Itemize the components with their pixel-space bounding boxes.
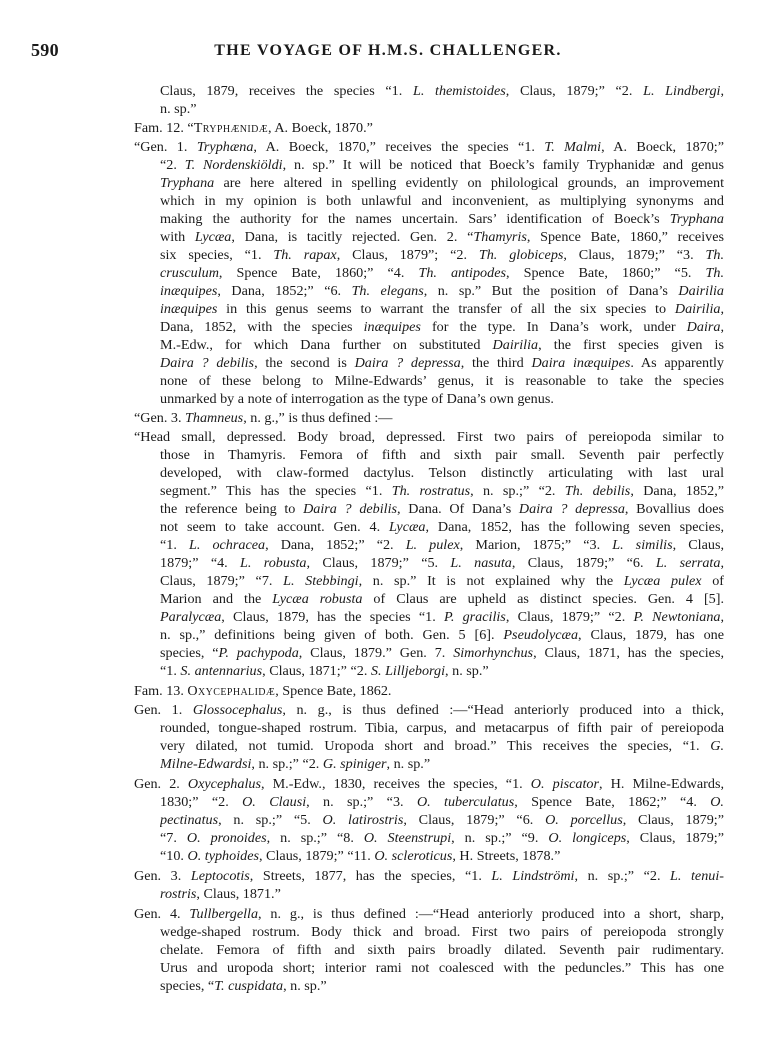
text-line: “Gen. 3. Thamneus, n. g.,” is thus defined :— (134, 410, 393, 426)
text-line: 1879;” “4. L. robusta, Claus, 1879;” “5. L. nasuta, Claus, 1879;” “6. L. serrata, (160, 555, 724, 571)
text-line: rounded, tongue-shaped rostrum. Tibia, carpus, and metacarpus of fifth pair of pereiopoda (160, 720, 724, 736)
text-line: Tryphana are here altered in spelling evidently on philological grounds, an improvement (160, 175, 724, 191)
text-line: crusculum, Spence Bate, 1860;” “4. Th. antipodes, Spence Bate, 1860;” “5. Th. (160, 265, 724, 281)
text-line: Fam. 12. “Tryphænidæ, A. Boeck, 1870.” (134, 120, 373, 136)
text-line: Daira ? debilis, the second is Daira ? depressa, the third Daira inæquipes. As apparently (160, 355, 724, 371)
text-line: n. sp.,” definitions being given of both. Gen. 5 [6]. Pseudolycæa, Claus, 1879, has one (160, 627, 724, 643)
text-line: Milne-Edwardsi, n. sp.;” “2. G. spiniger, n. sp.” (160, 756, 431, 772)
text-line: Gen. 3. Leptocotis, Streets, 1877, has the species, “1. L. Lindströmi, n. sp.;” “2. L. tenui- (134, 868, 724, 884)
text-line: rostris, Claus, 1871.” (160, 886, 281, 902)
text-line: those in Thamyris. Femora of fifth and sixth pair small. Seventh pair perfectly (160, 447, 724, 463)
text-line: chelate. Femora of fifth and sixth pairs broadly dilated. Seventh pair rudimentary. (160, 942, 724, 958)
text-line: Gen. 4. Tullbergella, n. g., is thus defined :—“Head anteriorly produced into a short, sharp, (134, 906, 724, 922)
text-line: “1. S. antennarius, Claus, 1871;” “2. S. Lilljeborgi, n. sp.” (160, 663, 489, 679)
text-line: none of these belong to Milne-Edwards’ genus, it is reasonable to take the species (160, 373, 724, 389)
text-line: the reference being to Daira ? debilis, Dana. Of Dana’s Daira ? depressa, Bovallius does (160, 501, 724, 517)
text-line: “1. L. ochracea, Dana, 1852;” “2. L. pulex, Marion, 1875;” “3. L. similis, Claus, (160, 537, 724, 553)
text-line: segment.” This has the species “1. Th. rostratus, n. sp.;” “2. Th. debilis, Dana, 1852,” (160, 483, 724, 499)
text-line: inæquipes, Dana, 1852;” “6. Th. elegans, n. sp.” But the position of Dana’s Dairilia (160, 283, 724, 299)
text-line: pectinatus, n. sp.;” “5. O. latirostris, Claus, 1879;” “6. O. porcellus, Claus, 1879;” (160, 812, 724, 828)
text-line: M.-Edw., for which Dana further on substituted Dairilia, the first species given is (160, 337, 724, 353)
text-line: “Gen. 1. Tryphæna, A. Boeck, 1870,” receives the species “1. T. Malmi, A. Boeck, 1870;” (134, 139, 724, 155)
text-line: very dilated, not tumid. Uropoda short and broad.” This receives the species, “1. G. (160, 738, 724, 754)
text-line: Dana, 1852, with the species inæquipes for the type. In Dana’s work, under Daira, (160, 319, 724, 335)
text-line: developed, with claw-formed dactylus. Telson distinctly articulating with last ural (160, 465, 724, 481)
text-line: species, “P. pachypoda, Claus, 1879.” Gen. 7. Simorhynchus, Claus, 1871, has the species, (160, 645, 724, 661)
text-line: Paralycæa, Claus, 1879, has the species “1. P. gracilis, Claus, 1879;” “2. P. Newtoniana, (160, 609, 724, 625)
text-line: “7. O. pronoides, n. sp.;” “8. O. Steenstrupi, n. sp.;” “9. O. longiceps, Claus, 1879;” (160, 830, 724, 846)
text-line: Claus, 1879, receives the species “1. L. themistoides, Claus, 1879;” “2. L. Lindbergi, (160, 83, 724, 99)
text-line: “Head small, depressed. Body broad, depressed. First two pairs of pereiopoda similar to (134, 429, 724, 445)
text-line: not seem to take account. Gen. 4. Lycæa, Dana, 1852, has the following seven species, (160, 519, 724, 535)
text-line: Gen. 2. Oxycephalus, M.-Edw., 1830, receives the species, “1. O. piscator, H. Milne-Edwards, (134, 776, 724, 792)
text-line: wedge-shaped rostrum. Body thick and broad. First two pairs of pereiopoda strongly (160, 924, 724, 940)
text-line: making the authority for the names uncertain. Sars’ identification of Boeck’s Tryphana (160, 211, 724, 227)
text-line: “10. O. typhoides, Claus, 1879;” “11. O. scleroticus, H. Streets, 1878.” (160, 848, 561, 864)
text-line: Urus and uropoda short; interior rami not coalesced with the peduncles.” This has one (160, 960, 724, 976)
text-line: Marion and the Lycæa robusta of Claus are upheld as distinct species. Gen. 4 [5]. (160, 591, 724, 607)
text-line: Fam. 13. Oxycephalidæ, Spence Bate, 1862. (134, 683, 392, 699)
page-number: 590 (31, 40, 59, 60)
text-line: n. sp.” (160, 101, 197, 117)
text-line: which in my opinion is both unlawful and inconvenient, as multiplying synonyms and (160, 193, 724, 209)
text-line: Claus, 1879;” “7. L. Stebbingi, n. sp.” It is not explained why the Lycæa pulex of (160, 573, 724, 589)
text-line: species, “T. cuspidata, n. sp.” (160, 978, 327, 994)
text-line: unmarked by a note of interrogation as the type of Dana’s own genus. (160, 391, 554, 407)
text-line: with Lycæa, Dana, is tacitly rejected. Gen. 2. “Thamyris, Spence Bate, 1860,” receives (160, 229, 724, 245)
text-line: Gen. 1. Glossocephalus, n. g., is thus defined :—“Head anteriorly produced into a thick, (134, 702, 724, 718)
text-line: 1830;” “2. O. Clausi, n. sp.;” “3. O. tuberculatus, Spence Bate, 1862;” “4. O. (160, 794, 724, 810)
text-line: inæquipes in this genus seems to warrant the transfer of all the six species to Dairilia, (160, 301, 724, 317)
text-line: “2. T. Nordenskiöldi, n. sp.” It will be noticed that Boeck’s family Tryphanidæ and genus (160, 157, 724, 173)
text-line: six species, “1. Th. rapax, Claus, 1879”; “2. Th. globiceps, Claus, 1879;” “3. Th. (160, 247, 724, 263)
running-head: THE VOYAGE OF H.M.S. CHALLENGER. (214, 42, 562, 59)
